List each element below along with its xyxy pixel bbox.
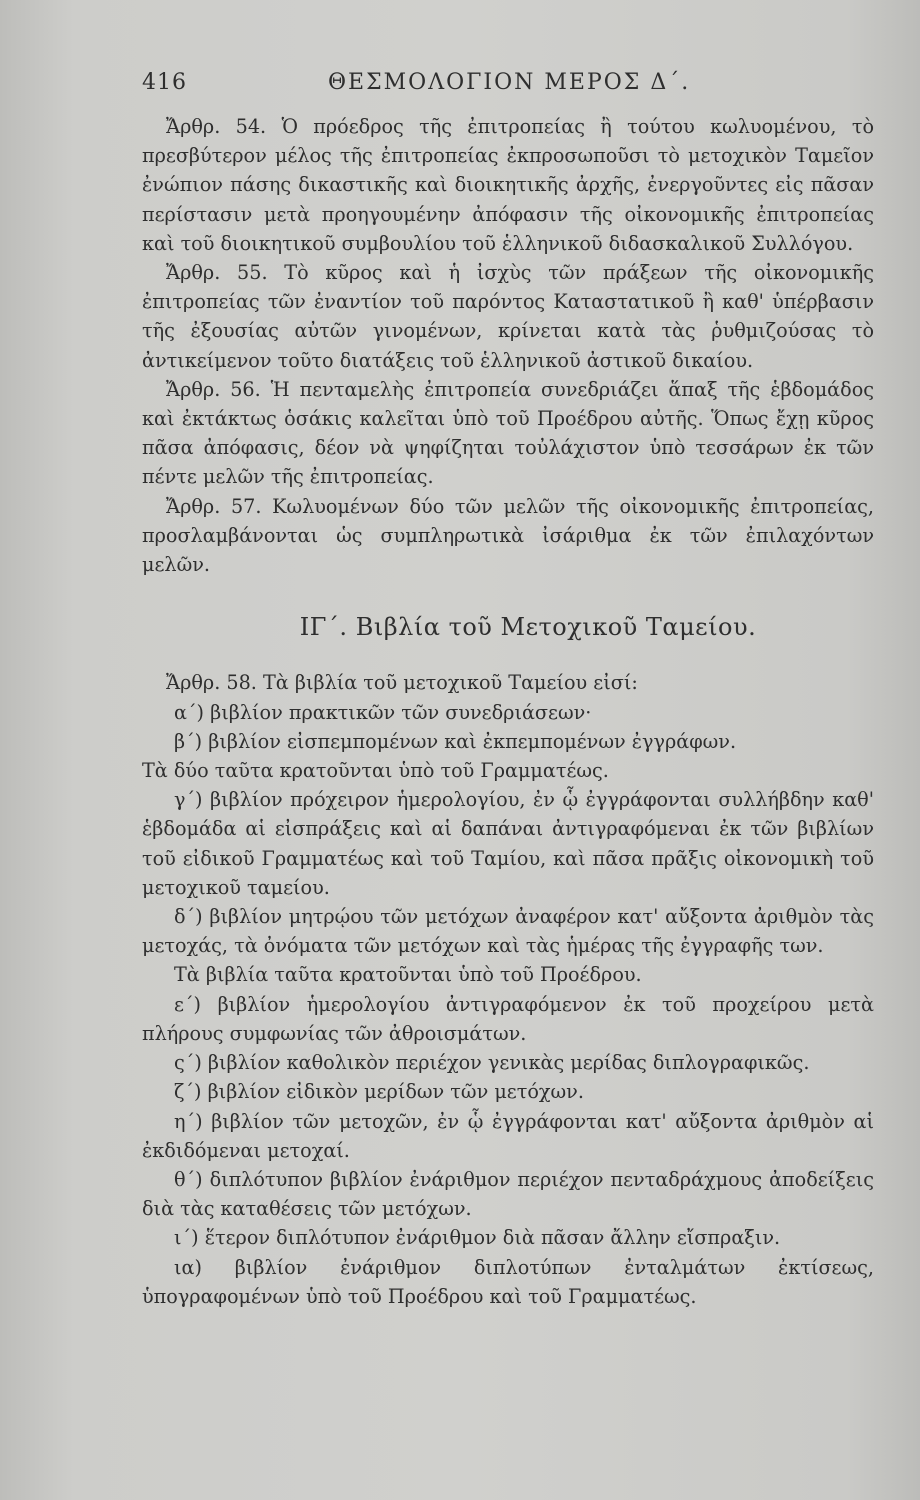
article-56: Ἄρθρ. 56. Ἡ πενταμελὴς ἐπιτροπεία συνεδριάζει ἅπαξ τῆς ἑβδομάδος καὶ ἐκτάκτως ὁσάκις καλεῖται ὑπὸ τοῦ Προέδρου αὐτῆς. Ὅπως ἔχῃ κῦρος πᾶσα ἀπόφασις, δέον νὰ ψηφίζηται τοὐλάχιστον ὑπὸ τεσσάρων ἐκ τῶν πέντε μελῶν τῆς ἐπιτροπείας.: [142, 377, 874, 489]
article-55: Ἄρθρ. 55. Τὸ κῦρος καὶ ἡ ἰσχὺς τῶν πράξεων τῆς οἰκονομικῆς ἐπιτροπείας τῶν ἐναντίον τοῦ παρόντος Καταστατικοῦ ἢ καθ' ὑπέρβασιν τῆς ἐξουσίας αὐτῶν γινομένων, κρίνεται κατὰ τὰς ῥυθμιζούσας τὸ ἀντικείμενον τοῦτο διατάξεις τοῦ ἑλληνικοῦ ἀστικοῦ δικαίου.: [142, 261, 874, 372]
list-item-g: ζ΄) βιβλίον εἰδικὸν μερίδων τῶν μετόχων.: [174, 1080, 584, 1104]
note-secretary: Τὰ δύο ταῦτα κρατοῦνται ὑπὸ τοῦ Γραμματέως.: [142, 759, 609, 783]
article-58-intro: Ἄρθρ. 58. Τὰ βιβλία τοῦ μετοχικοῦ Ταμείου εἰσί:: [166, 671, 638, 695]
list-item-d: δ΄) βιβλίον μητρῴου τῶν μετόχων ἀναφέρον κατ' αὔξοντα ἀριθμὸν τὰς μετοχάς, τὰ ὀνόματα τῶν μετόχων καὶ τὰς ἡμέρας τῆς ἐγγραφῆς των.: [142, 905, 874, 958]
article-57: Ἄρθρ. 57. Κωλυομένων δύο τῶν μελῶν τῆς οἰκονομικῆς ἐπιτροπείας, προσλαμβάνονται ὡς συμπληρωτικὰ ἰσάριθμα ἐκ τῶν ἐπιλαχόντων μελῶν.: [142, 494, 874, 577]
section-heading: ΙΓ΄. Βιβλία τοῦ Μετοχικοῦ Ταμείου.: [299, 613, 757, 642]
page-number: 416: [142, 70, 187, 95]
list-item-j: ι΄) ἕτερον διπλότυπον ἐνάριθμον διὰ πᾶσαν ἄλλην εἴσπραξιν.: [174, 1226, 781, 1250]
list-item-i: θ΄) διπλότυπον βιβλίον ἐνάριθμον περιέχον πενταδράχμους ἀποδείξεις διὰ τὰς καταθέσεις τῶν μετόχων.: [142, 1167, 874, 1221]
article-54: Ἄρθρ. 54. Ὁ πρόεδρος τῆς ἐπιτροπείας ἢ τούτου κωλυομένου, τὸ πρεσβύτερον μέλος τῆς ἐπιτροπείας ἐκπροσωποῦσι τὸ μετοχικὸν Ταμεῖον ἐνώπιον πάσης δικαστικῆς καὶ διοικητικῆς ἀρχῆς, ἐνεργοῦντες εἰς πᾶσαν περίστασιν μετὰ προηγουμένην ἀπόφασιν τῆς οἰκονομικῆς ἐπιτροπείας καὶ τοῦ διοικητικοῦ συμβουλίου τοῦ ἑλληνικοῦ διδασκαλικοῦ Συλλόγου.: [142, 115, 874, 255]
list-item-a: α΄) βιβλίον πρακτικῶν τῶν συνεδριάσεων·: [174, 700, 592, 724]
list-item-k: ια) βιβλίον ἐνάριθμον διπλοτύπων ἐνταλμάτων ἐκτίσεως, ὑπογραφομένων ὑπὸ τοῦ Προέδρου καὶ τοῦ Γραμματέως.: [142, 1255, 874, 1308]
list-item-f: ς΄) βιβλίον καθολικὸν περιέχον γενικὰς μερίδας διπλογραφικῶς.: [174, 1051, 810, 1075]
list-item-e: ε΄) βιβλίον ἡμερολογίου ἀντιγραφόμενον ἐκ τοῦ προχείρου μετὰ πλήρους συμφωνίας τῶν ἀθροισμάτων.: [142, 992, 874, 1045]
list-item-h: η΄) βιβλίον τῶν μετοχῶν, ἐν ᾧ ἐγγράφονται κατ' αὔξοντα ἀριθμὸν αἱ ἐκδιδόμεναι μετοχαί.: [142, 1109, 874, 1162]
note-president: Τὰ βιβλία ταῦτα κρατοῦνται ὑπὸ τοῦ Προέδρου.: [174, 963, 642, 987]
page-body: [142, 112, 874, 1311]
list-item-c: γ΄) βιβλίον πρόχειρον ἡμερολογίου, ἐν ᾧ ἐγγράφονται συλλήβδην καθ' ἑβδομάδα αἱ εἰσπράξεις καὶ αἱ δαπάναι ἀντιγραφόμεναι ἐκ τῶν βιβλίων τοῦ εἰδικοῦ Γραμματέως καὶ τοῦ Ταμίου, καὶ πᾶσα πρᾶξις οἰκονομικὴ τοῦ μετοχικοῦ ταμείου.: [142, 788, 874, 899]
running-title: ΘΕΣΜΟΛΟΓΙΟΝ ΜΕΡΟΣ Δ΄.: [328, 70, 691, 95]
list-item-b: β΄) βιβλίον εἰσπεμπομένων καὶ ἐκπεμπομένων ἐγγράφων.: [174, 729, 737, 753]
page-header: [142, 70, 782, 104]
